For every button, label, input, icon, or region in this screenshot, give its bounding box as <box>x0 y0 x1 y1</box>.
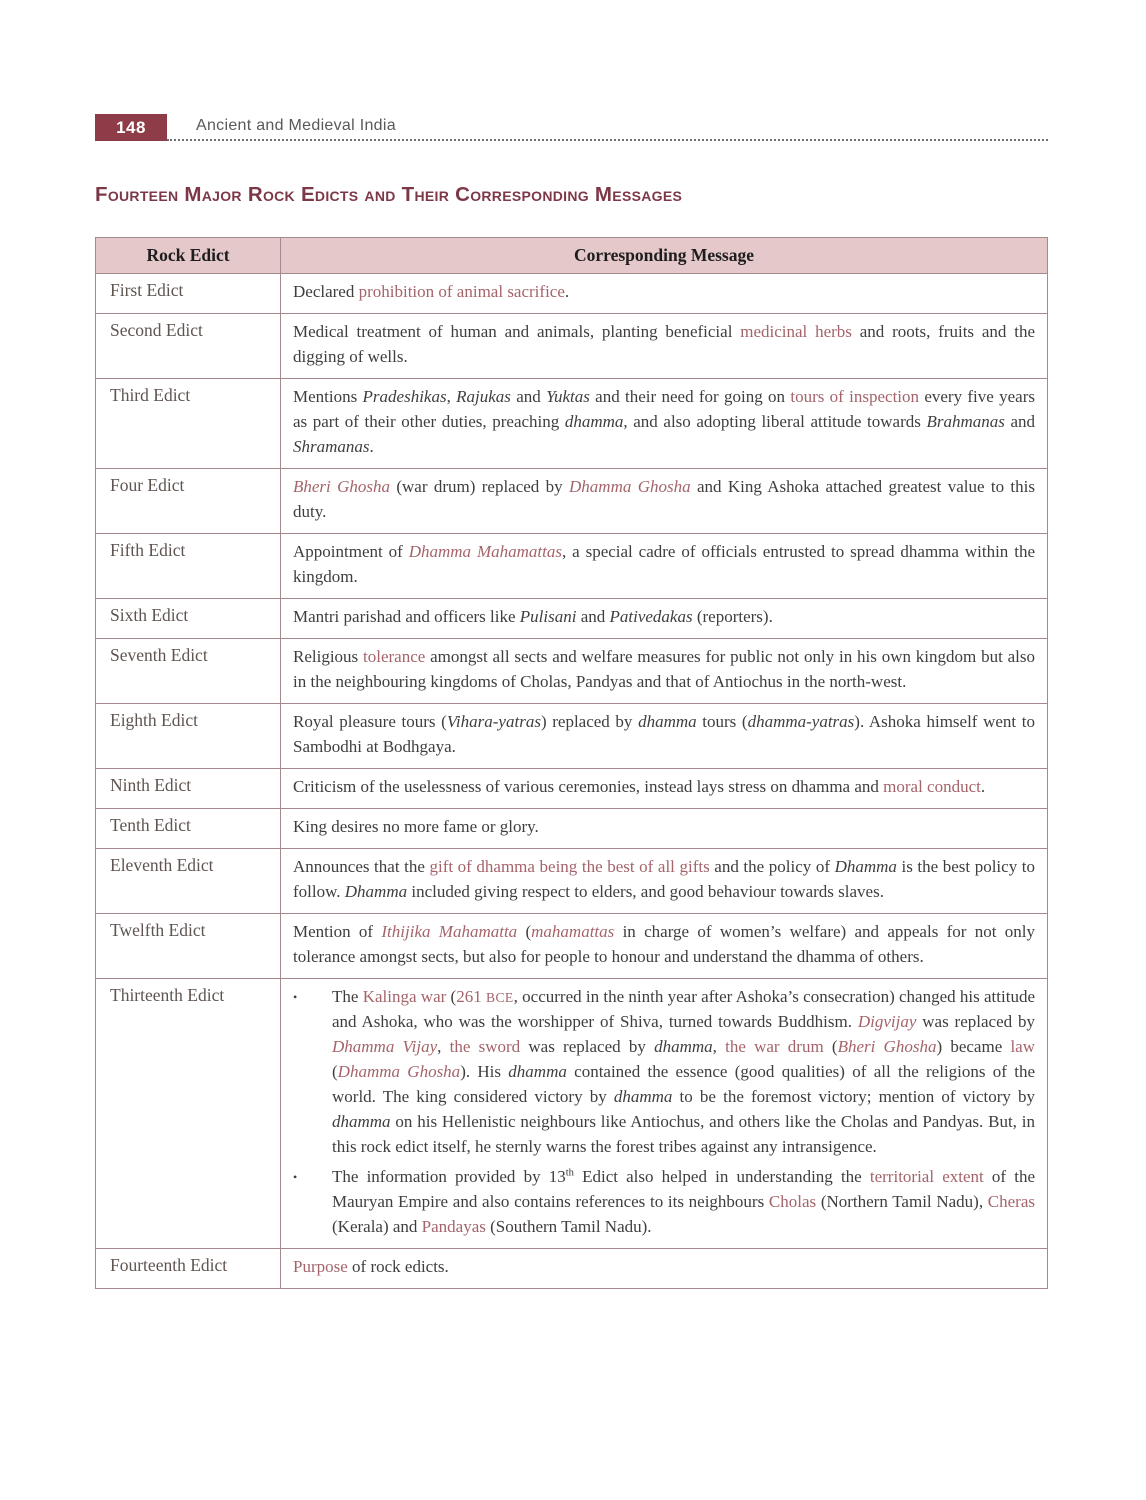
text-run: 261 <box>456 986 486 1006</box>
text-run: Pulisani <box>519 606 577 626</box>
text-run: and the policy of <box>709 856 835 876</box>
text-run: territorial extent <box>869 1166 984 1186</box>
text-run: ( <box>332 1061 338 1081</box>
edict-name-cell: Sixth Edict <box>96 598 281 638</box>
table-header-row <box>96 238 1048 274</box>
table-row <box>96 638 1048 703</box>
text-run: every five years as part of their other duties, preaching <box>293 386 1035 431</box>
text-run: dhamma <box>332 1111 391 1131</box>
text-run: Pativedakas <box>609 606 693 626</box>
text-run: , occurred in the ninth year after Ashoka’s consecration) changed his attitude and Ashoka, who was the worshipper of Shiva, turned towards Buddhism. <box>332 986 1035 1031</box>
text-run: Brahmanas <box>926 411 1005 431</box>
text-run: law <box>1010 1036 1035 1056</box>
edict-message-cell <box>281 468 1048 533</box>
text-run: (war drum) replaced by <box>390 476 570 496</box>
bullet-icon: • <box>293 989 298 1004</box>
text-run: dhamma <box>508 1061 567 1081</box>
bullet-icon: • <box>293 1169 298 1184</box>
text-run: , <box>712 1036 726 1056</box>
text-run: of the Mauryan Empire and also contains references to its neighbours <box>332 1166 1035 1211</box>
text-run: and <box>1004 411 1036 431</box>
text-run: . <box>564 282 570 301</box>
edict-message-cell <box>281 1248 1048 1288</box>
edict-message-cell <box>281 768 1048 808</box>
text-run: Dhamma Vijay <box>332 1036 438 1056</box>
text-run: Cholas <box>768 1191 817 1211</box>
text-run: to be the foremost victory; mention of victory by <box>672 1086 1036 1106</box>
text-run: Royal pleasure tours ( <box>293 711 447 731</box>
text-run: Criticism of the uselessness of various ceremonies, instead lays stress on dhamma and <box>293 776 884 796</box>
table-row <box>96 533 1048 598</box>
edict-message-cell <box>281 313 1048 378</box>
text-run: Digvijay <box>857 1011 917 1031</box>
text-run: . <box>369 436 374 456</box>
column-header-rock-edict: Rock Edict <box>96 238 281 274</box>
text-run: was replaced by <box>520 1036 655 1056</box>
text-run: on his Hellenistic neighbours like Antiochus, and others like the Cholas and Pandyas. But, in this rock edict itself, he sternly warns the forest tribes against any intransigence. <box>332 1111 1035 1156</box>
text-run: dhamma <box>654 1036 713 1056</box>
text-run: ( <box>823 1036 838 1056</box>
text-run: amongst all sects and welfare measures for public not only in his own kingdom but also in the neighbouring kingdoms of Cholas, Pandyas and that of Antiochus in the north-west. <box>293 646 1035 691</box>
edict-name-cell: Tenth Edict <box>96 808 281 848</box>
text-run: mahamattas <box>531 921 615 941</box>
text-run: (reporters). <box>692 606 773 626</box>
text-run: Ithijika Mahamatta <box>381 921 518 941</box>
edict-message-cell <box>281 913 1048 978</box>
text-run: and King Ashoka attached greatest value to this duty. <box>293 476 1035 521</box>
text-run: included giving respect to elders, and good behaviour towards slaves. <box>407 881 884 901</box>
edict-message-cell <box>281 638 1048 703</box>
text-run: tours ( <box>696 711 748 731</box>
bullet-list-item <box>293 985 1035 1160</box>
edict-name-cell: First Edict <box>96 274 281 314</box>
text-run: (Northern Tamil Nadu), <box>816 1191 988 1211</box>
text-run: Pandayas <box>421 1216 486 1236</box>
text-run: . <box>980 776 986 796</box>
text-run: Bheri Ghosha <box>837 1036 937 1056</box>
text-run: prohibition of animal sacrifice <box>358 282 565 301</box>
text-run: Cheras <box>987 1191 1035 1211</box>
text-run: and their need for going on <box>589 386 791 406</box>
text-run: BCE <box>486 989 514 1005</box>
text-run: and <box>576 606 610 626</box>
text-run: and roots, fruits and the digging of wells. <box>293 321 1035 366</box>
text-run: ) became <box>936 1036 1011 1056</box>
edict-name-cell: Third Edict <box>96 378 281 468</box>
text-run: The information provided by 13 <box>332 1166 566 1186</box>
edict-message-cell <box>281 274 1048 314</box>
text-run: ). His <box>460 1061 509 1081</box>
table-row <box>96 274 1048 314</box>
edict-message-cell <box>281 703 1048 768</box>
edict-name-cell: Thirteenth Edict <box>96 978 281 1248</box>
text-run: dhamma <box>564 411 624 431</box>
text-run: and <box>510 386 547 406</box>
bullet-text <box>305 985 1035 1160</box>
header-dotted-rule <box>167 139 1048 141</box>
text-run: ) replaced by <box>540 711 639 731</box>
column-header-corresponding-message: Corresponding Message <box>281 238 1048 274</box>
edict-message-cell <box>281 598 1048 638</box>
table-row <box>96 1248 1048 1288</box>
text-run: Mentions <box>293 386 363 406</box>
text-run: dhamma <box>638 711 697 731</box>
table-row <box>96 808 1048 848</box>
text-run: (Southern Tamil Nadu). <box>485 1216 652 1236</box>
text-run: , and also adopting liberal attitude towards <box>623 411 927 431</box>
text-run: Yuktas <box>546 386 590 406</box>
table-row <box>96 378 1048 468</box>
text-run: contained the essence (good qualities) of all the religions of the world. The king considered victory by <box>332 1061 1036 1106</box>
text-run: Pradeshikas <box>362 386 447 406</box>
text-run: King desires no more fame or glory. <box>293 816 539 836</box>
section-title: Fourteen Major Rock Edicts and Their Corresponding Messages <box>95 183 683 206</box>
edict-name-cell: Second Edict <box>96 313 281 378</box>
table-body <box>96 274 1048 1289</box>
text-run: th <box>565 1166 574 1178</box>
text-run: Dhamma <box>834 856 897 876</box>
bullet-text <box>305 1165 1035 1240</box>
text-run: ( <box>446 986 457 1006</box>
text-run: tours of inspection <box>790 386 920 406</box>
edict-name-cell: Twelfth Edict <box>96 913 281 978</box>
text-run: dhamma <box>613 1086 673 1106</box>
edict-name-cell: Eighth Edict <box>96 703 281 768</box>
text-run: dhamma-yatras <box>747 711 855 731</box>
text-run: Announces that the <box>293 856 430 876</box>
table-row <box>96 848 1048 913</box>
text-run: Mention of <box>293 921 382 941</box>
text-run: , <box>446 386 457 406</box>
edict-name-cell: Four Edict <box>96 468 281 533</box>
text-run: was replaced by <box>916 1011 1035 1031</box>
text-run: Appointment of <box>293 541 409 561</box>
text-run: Religious <box>293 646 363 666</box>
table-row <box>96 598 1048 638</box>
text-run: of rock edicts. <box>347 1256 449 1276</box>
text-run: Bheri Ghosha <box>293 476 391 496</box>
page-number-badge: 148 <box>95 114 167 141</box>
text-run: the sword <box>449 1036 521 1056</box>
table-row <box>96 313 1048 378</box>
text-run: moral conduct <box>883 776 981 796</box>
text-run: in charge of women’s welfare) and appeals for not only tolerance amongst sects, but also for people to honour and understand the dhamma of others. <box>293 921 1035 966</box>
text-run: is the best policy to follow. <box>293 856 1035 901</box>
text-run: ( <box>517 921 532 941</box>
text-run: Shramanas <box>293 436 370 456</box>
text-run: Mantri parishad and officers like <box>293 606 520 626</box>
book-title: Ancient and Medieval India <box>196 117 396 134</box>
text-run: medicinal herbs <box>740 321 852 341</box>
table-row <box>96 768 1048 808</box>
text-run: ). Ashoka himself went to Sambodhi at Bodhgaya. <box>293 711 1036 756</box>
text-run: tolerance <box>363 646 426 666</box>
edict-message-cell <box>281 978 1048 1248</box>
edict-message-cell <box>281 808 1048 848</box>
edicts-table <box>95 237 1048 1289</box>
text-run: Purpose <box>293 1256 348 1276</box>
text-run: (Kerala) and <box>332 1216 422 1236</box>
text-run: Rajukas <box>456 386 511 406</box>
edict-name-cell: Fifth Edict <box>96 533 281 598</box>
table-row <box>96 703 1048 768</box>
edict-name-cell: Eleventh Edict <box>96 848 281 913</box>
text-run: The <box>332 986 363 1006</box>
table-row <box>96 468 1048 533</box>
text-run: Vihara-yatras <box>446 711 541 731</box>
text-run: Dhamma <box>344 881 408 901</box>
text-run: , a special cadre of officials entrusted to spread dhamma within the kingdom. <box>293 541 1035 586</box>
edict-message-cell <box>281 378 1048 468</box>
text-run: Medical treatment of human and animals, planting beneficial <box>293 321 741 341</box>
text-run: Declared <box>293 282 359 301</box>
table-row <box>96 978 1048 1248</box>
edict-message-cell <box>281 848 1048 913</box>
text-run: , <box>437 1036 450 1056</box>
text-run: the war drum <box>725 1036 824 1056</box>
table-row <box>96 913 1048 978</box>
bullet-list-item <box>293 1165 1035 1240</box>
text-run: gift of dhamma being the best of all gifts <box>429 856 710 876</box>
edict-name-cell: Ninth Edict <box>96 768 281 808</box>
edict-name-cell: Fourteenth Edict <box>96 1248 281 1288</box>
edict-name-cell: Seventh Edict <box>96 638 281 703</box>
edict-message-cell <box>281 533 1048 598</box>
text-run: Edict also helped in understanding the <box>573 1166 870 1186</box>
text-run: Kalinga war <box>362 986 447 1006</box>
text-run: Dhamma Mahamattas <box>408 541 562 561</box>
text-run: Dhamma Ghosha <box>337 1061 461 1081</box>
text-run: Dhamma Ghosha <box>569 476 691 496</box>
